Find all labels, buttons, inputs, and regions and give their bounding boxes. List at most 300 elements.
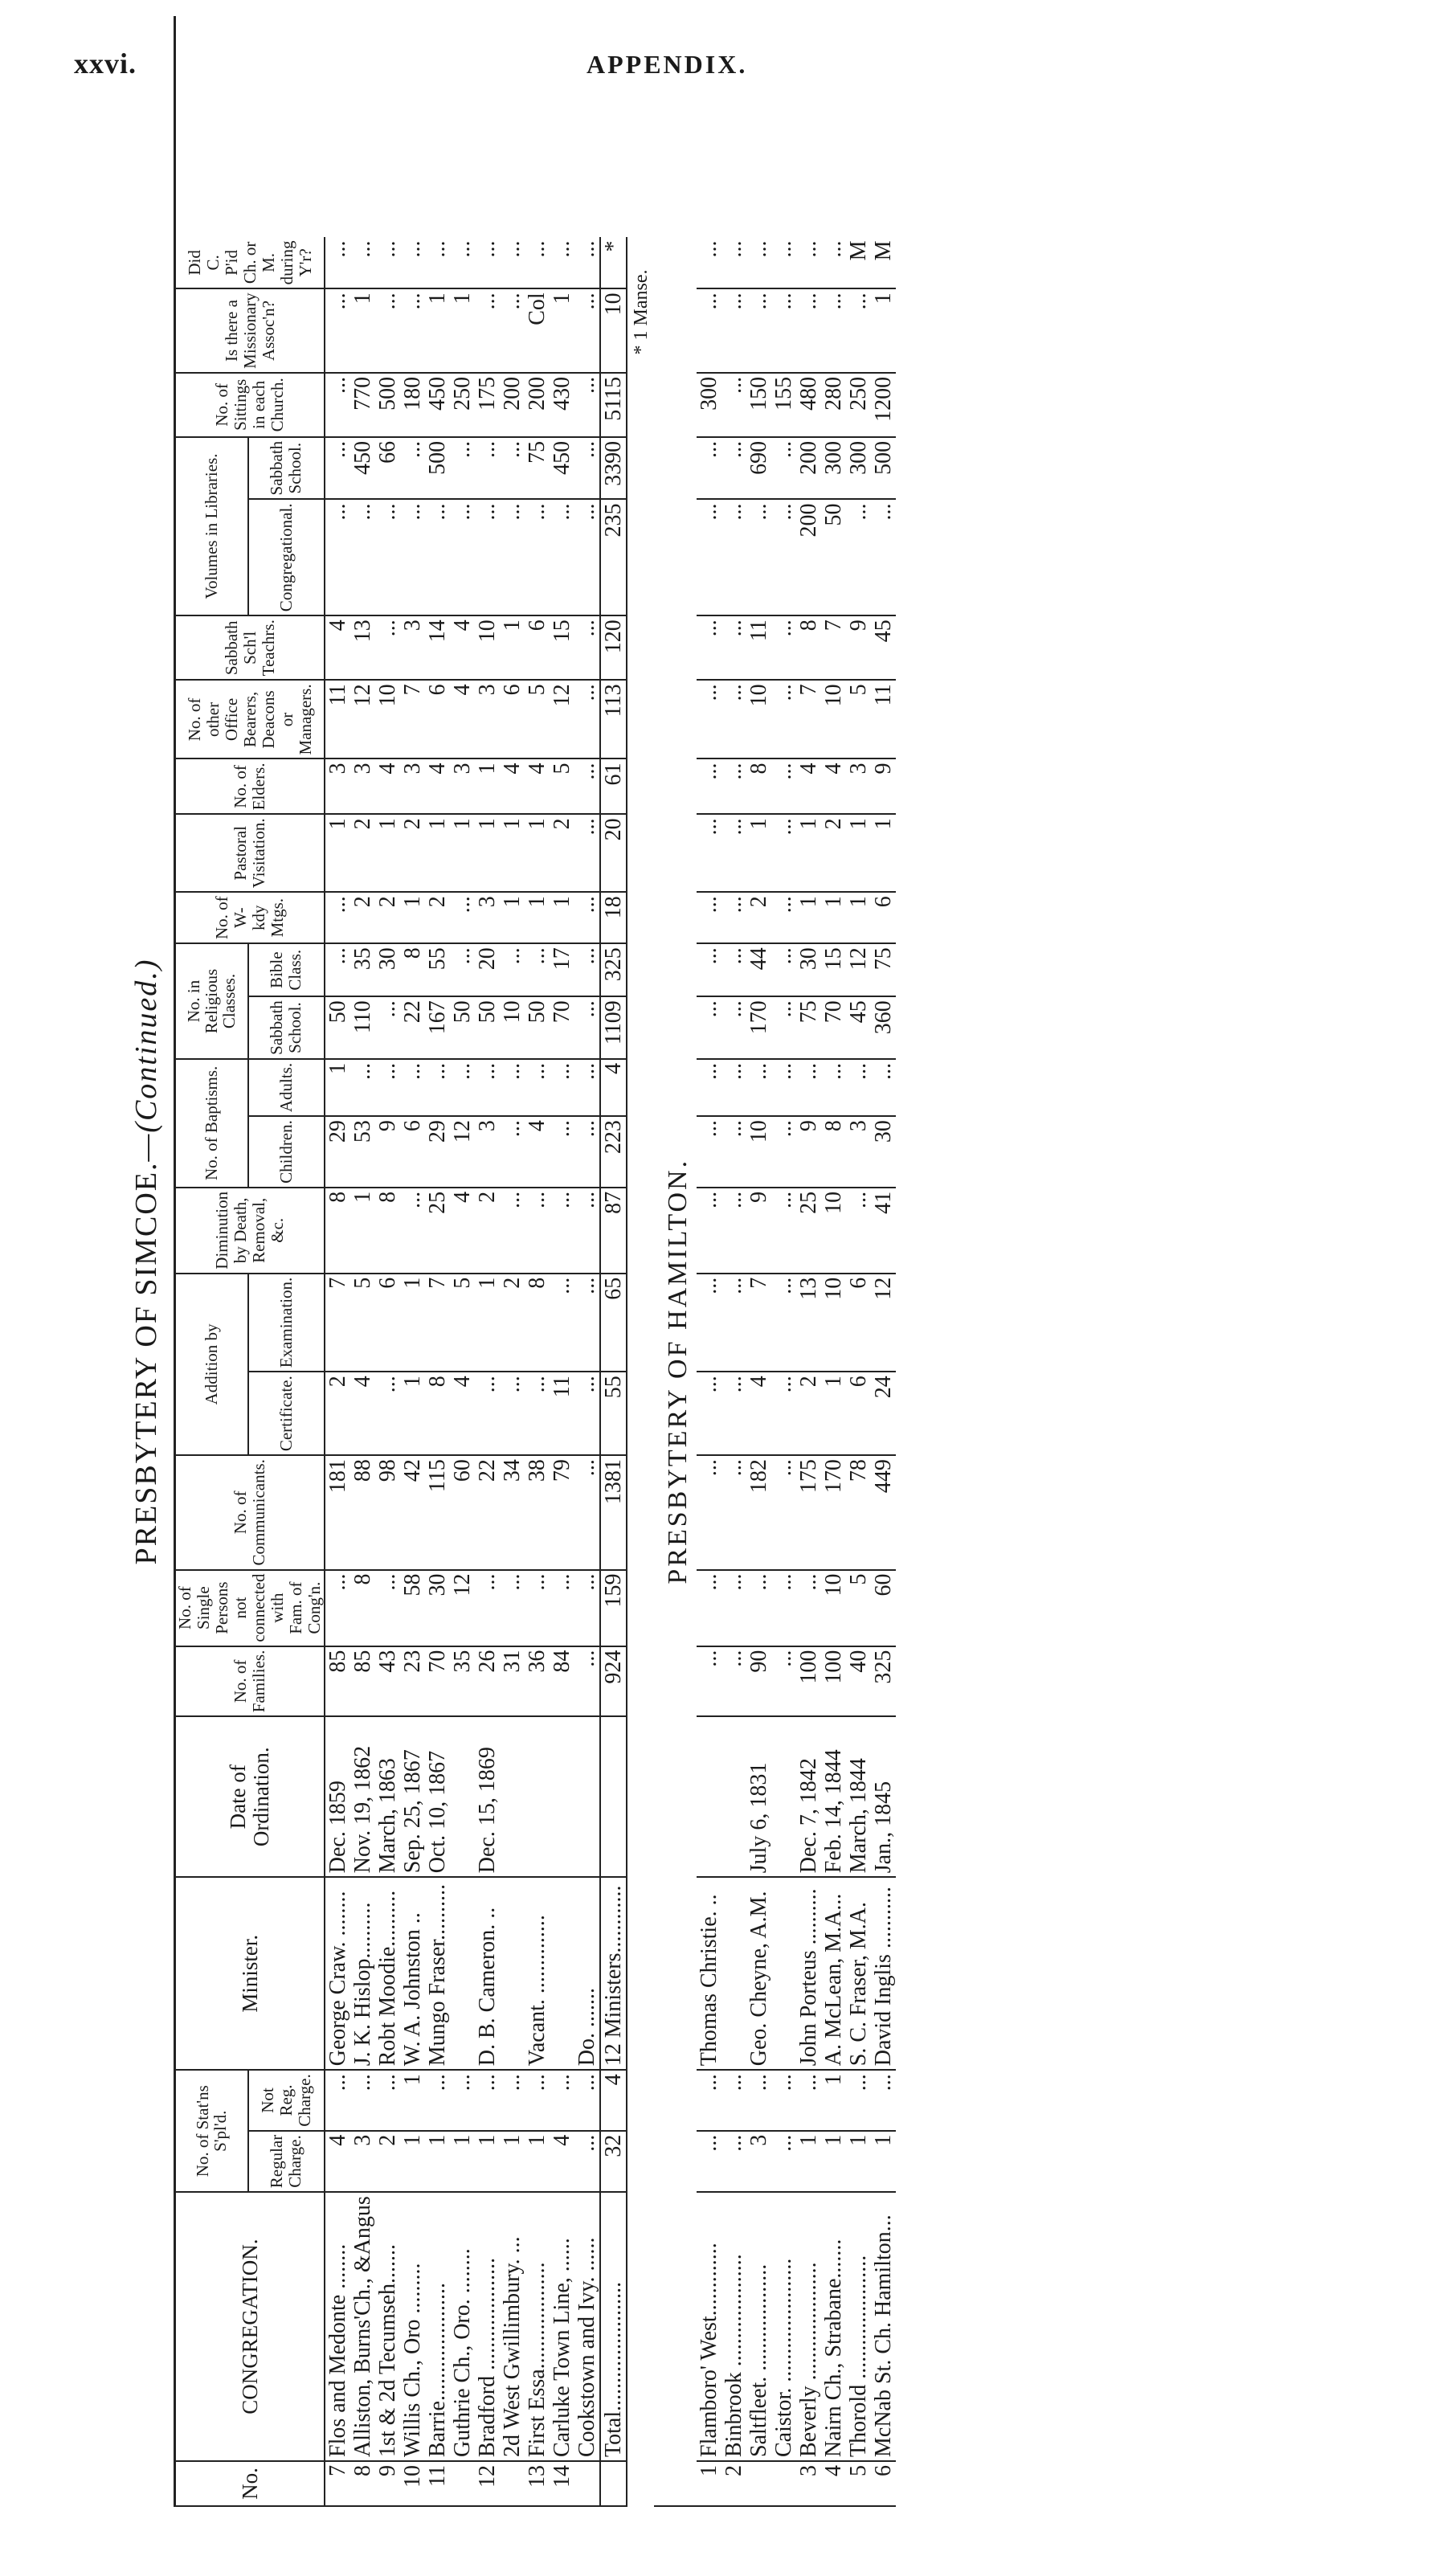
table-cell: 200 xyxy=(796,437,821,500)
table-cell: 30 xyxy=(375,943,400,996)
table-cell: 7 xyxy=(821,615,846,680)
table-cell: S. C. Fraser, M.A. xyxy=(846,1877,871,2070)
table-cell: Flamboro' West............. xyxy=(697,2192,721,2461)
table-cell: 8 xyxy=(425,1372,450,1455)
table-cell: 11 xyxy=(425,2461,450,2506)
table-cell: ... xyxy=(550,1188,574,1274)
table-cell: 1 xyxy=(821,892,846,943)
table-cell: Alliston, Burns'Ch., &Angus xyxy=(350,2192,375,2461)
table-cell xyxy=(697,1716,721,1877)
table-cell: 45 xyxy=(871,615,896,680)
table-cell: ... xyxy=(550,1059,574,1116)
table-cell xyxy=(500,1877,525,2070)
table-cell xyxy=(550,1716,574,1877)
table-cell: 1 xyxy=(871,814,896,892)
table-cell: ... xyxy=(697,1116,721,1188)
table-cell: 1 xyxy=(821,2070,846,2131)
table-cell: 50 xyxy=(325,996,350,1059)
table-cell: ... xyxy=(697,814,721,892)
table-cell xyxy=(721,1877,746,2070)
table-cell: 6 xyxy=(400,1116,425,1188)
group-addition: Addition by xyxy=(176,1274,248,1455)
table-cell: ... xyxy=(400,499,425,615)
table-cell: 25 xyxy=(796,1188,821,1274)
table-cell: ... xyxy=(697,2070,721,2131)
table-cell: 450 xyxy=(550,437,574,500)
total-cell: 10 xyxy=(600,288,627,373)
table-cell: 1 xyxy=(425,288,450,373)
table-cell: ... xyxy=(574,943,600,996)
table-cell: 1 xyxy=(425,2131,450,2192)
table-cell: 5 xyxy=(450,1274,475,1372)
table-cell: 6 xyxy=(871,892,896,943)
table-cell: 500 xyxy=(375,373,400,437)
table-cell: ... xyxy=(574,814,600,892)
table-cell: 175 xyxy=(796,1455,821,1569)
table-cell: 3 xyxy=(400,758,425,814)
table-cell: 1 xyxy=(796,814,821,892)
table-cell: 12 xyxy=(871,1274,896,1372)
table-cell: 3 xyxy=(846,758,871,814)
table-cell: ... xyxy=(500,499,525,615)
table-row xyxy=(697,237,721,2506)
table-cell: Binbrook .................... xyxy=(721,2192,746,2461)
table-cell: 8 xyxy=(821,1116,846,1188)
table-cell: ... xyxy=(721,237,746,288)
table-cell xyxy=(771,1877,796,2070)
table-cell: 2 xyxy=(796,1372,821,1455)
table-row xyxy=(771,237,796,2506)
table-cell: 500 xyxy=(425,437,450,500)
table-cell: ... xyxy=(450,2070,475,2131)
table-cell: Thomas Christie. .. xyxy=(697,1877,721,2070)
table-cell: 2 xyxy=(350,814,375,892)
table-cell: 10 xyxy=(821,1570,846,1646)
table-cell: ... xyxy=(574,1116,600,1188)
table-cell: ... xyxy=(574,758,600,814)
table-cell: ... xyxy=(574,237,600,288)
table-cell: ... xyxy=(721,1455,746,1569)
table-cell: ... xyxy=(350,2070,375,2131)
col-examination: Examination. xyxy=(248,1274,325,1372)
table-cell: 50 xyxy=(525,996,550,1059)
simcoe-title-text: PRESBYTERY OF SIMCOE. xyxy=(129,1161,163,1565)
table-cell: ... xyxy=(525,499,550,615)
table-cell: 1 xyxy=(450,2131,475,2192)
table-cell: ... xyxy=(525,1188,550,1274)
table-row xyxy=(400,237,425,2506)
table-cell: 12 xyxy=(475,2461,500,2506)
table-cell xyxy=(746,2461,771,2506)
table-cell: ... xyxy=(574,1059,600,1116)
table-cell: ... xyxy=(550,1274,574,1372)
table-cell: ... xyxy=(871,2070,896,2131)
table-cell: Robt Moodie.......... xyxy=(375,1877,400,2070)
table-cell: ... xyxy=(771,1274,796,1372)
total-cell xyxy=(600,1716,627,1877)
total-cell: 113 xyxy=(600,680,627,758)
table-cell: 35 xyxy=(450,1646,475,1717)
table-cell xyxy=(771,1716,796,1877)
table-cell: 1 xyxy=(796,892,821,943)
table-cell: ... xyxy=(325,437,350,500)
table-cell: ... xyxy=(697,1570,721,1646)
table-cell: ... xyxy=(796,1570,821,1646)
table-cell: ... xyxy=(425,1059,450,1116)
group-religious: No. in Religious Classes. xyxy=(176,943,248,1059)
table-cell: ... xyxy=(771,2070,796,2131)
table-cell: Jan., 1845 xyxy=(871,1716,896,1877)
table-cell: ... xyxy=(821,1059,846,1116)
table-cell: 40 xyxy=(846,1646,871,1717)
table-cell: ... xyxy=(721,615,746,680)
table-cell: 2 xyxy=(400,814,425,892)
table-cell: D. B. Cameron. .. xyxy=(475,1877,500,2070)
table-cell: ... xyxy=(500,1059,525,1116)
table-cell: ... xyxy=(574,1274,600,1372)
table-cell: 66 xyxy=(375,437,400,500)
table-cell: ... xyxy=(450,437,475,500)
table-cell: 4 xyxy=(796,758,821,814)
col-elders: No. of Elders. xyxy=(176,758,325,814)
table-cell: 5 xyxy=(846,2461,871,2506)
total-cell xyxy=(600,2461,627,2506)
table-cell: ... xyxy=(721,373,746,437)
table-cell: 150 xyxy=(746,373,771,437)
table-cell: 1 xyxy=(475,1274,500,1372)
table-cell: ... xyxy=(721,1116,746,1188)
table-cell: ... xyxy=(846,2070,871,2131)
table-cell: 34 xyxy=(500,1455,525,1569)
table-cell: 8 xyxy=(796,615,821,680)
hamilton-rows xyxy=(697,237,896,2506)
table-cell: 7 xyxy=(796,680,821,758)
table-cell: ... xyxy=(500,943,525,996)
table-cell: Flos and Medonte ........ xyxy=(325,2192,350,2461)
table-row xyxy=(721,237,746,2506)
col-sittings: No. of Sittings in each Church. xyxy=(176,373,325,437)
table-row xyxy=(871,237,896,2506)
table-cell: 12 xyxy=(450,1570,475,1646)
table-cell: ... xyxy=(771,1455,796,1569)
table-cell: 8 xyxy=(325,1188,350,1274)
table-cell xyxy=(771,2461,796,2506)
table-cell: ... xyxy=(375,1059,400,1116)
table-cell: 22 xyxy=(400,996,425,1059)
table-cell: 22 xyxy=(475,1455,500,1569)
table-cell: 11 xyxy=(871,680,896,758)
table-cell: 13 xyxy=(350,615,375,680)
table-cell: 4 xyxy=(450,615,475,680)
table-cell: ... xyxy=(325,2070,350,2131)
table-cell: ... xyxy=(697,680,721,758)
table-cell: ... xyxy=(450,943,475,996)
table-cell: ... xyxy=(375,2070,400,2131)
table-cell: ... xyxy=(325,943,350,996)
table-cell: 42 xyxy=(400,1455,425,1569)
table-cell: 1 xyxy=(475,758,500,814)
table-cell: Oct. 10, 1867 xyxy=(425,1716,450,1877)
table-cell: 75 xyxy=(871,943,896,996)
table-cell: ... xyxy=(871,499,896,615)
table-cell: First Essa................... xyxy=(525,2192,550,2461)
group-baptisms: No. of Baptisms. xyxy=(176,1059,248,1188)
table-cell: Nov. 19, 1862 xyxy=(350,1716,375,1877)
table-cell: ... xyxy=(475,1372,500,1455)
table-cell: ... xyxy=(450,1059,475,1116)
table-cell: 50 xyxy=(475,996,500,1059)
table-cell: 30 xyxy=(871,1116,896,1188)
table-cell: 50 xyxy=(821,499,846,615)
table-cell: ... xyxy=(525,1372,550,1455)
table-cell: Thorold ...................... xyxy=(846,2192,871,2461)
table-cell: 9 xyxy=(375,2461,400,2506)
table-cell: ... xyxy=(500,2070,525,2131)
table-cell: ... xyxy=(721,1059,746,1116)
page-number: xxvi. xyxy=(74,47,137,80)
table-cell: 6 xyxy=(375,1274,400,1372)
table-cell: ... xyxy=(550,2070,574,2131)
table-cell: ... xyxy=(697,892,721,943)
table-cell: 5 xyxy=(550,758,574,814)
table-cell xyxy=(500,1716,525,1877)
table-cell: ... xyxy=(746,288,771,373)
table-cell: ... xyxy=(746,1059,771,1116)
table-cell: ... xyxy=(771,1646,796,1717)
table-cell: 9 xyxy=(796,1116,821,1188)
table-cell: Vacant. .............. xyxy=(525,1877,550,2070)
table-row xyxy=(796,237,821,2506)
table-cell: Feb. 14, 1844 xyxy=(821,1716,846,1877)
table-cell: Guthrie Ch., Oro. ........ xyxy=(450,2192,475,2461)
table-cell: 10 xyxy=(821,1274,846,1372)
table-cell: ... xyxy=(796,237,821,288)
table-cell: Caistor. ...................... xyxy=(771,2192,796,2461)
table-cell: ... xyxy=(574,892,600,943)
table-cell: 1 xyxy=(500,615,525,680)
table-cell: 12 xyxy=(550,680,574,758)
table-cell: ... xyxy=(574,373,600,437)
table-cell: ... xyxy=(721,499,746,615)
table-cell: ... xyxy=(771,237,796,288)
table-cell: ... xyxy=(697,996,721,1059)
table-cell: ... xyxy=(475,499,500,615)
table-cell: 2 xyxy=(375,2131,400,2192)
table-cell: 4 xyxy=(325,615,350,680)
col-certificate: Certificate. xyxy=(248,1372,325,1455)
col-teachers: Sabbath Sch'l Teachrs. xyxy=(176,615,325,680)
table-cell: 2 xyxy=(721,2461,746,2506)
table-cell: 14 xyxy=(425,615,450,680)
table-cell: 1 xyxy=(350,288,375,373)
total-cell: 325 xyxy=(600,943,627,996)
table-cell: March, 1863 xyxy=(375,1716,400,1877)
table-cell: 12 xyxy=(350,680,375,758)
table-cell: Dec. 15, 1869 xyxy=(475,1716,500,1877)
table-cell: ... xyxy=(574,615,600,680)
total-cell: 65 xyxy=(600,1274,627,1372)
table-cell: 1 xyxy=(525,2131,550,2192)
table-cell: 10 xyxy=(400,2461,425,2506)
table-cell: ... xyxy=(450,237,475,288)
table-cell: 480 xyxy=(796,373,821,437)
table-cell: ... xyxy=(697,499,721,615)
table-cell: 1 xyxy=(325,814,350,892)
table-cell: 8 xyxy=(746,758,771,814)
table-cell: 10 xyxy=(475,615,500,680)
table-cell: ... xyxy=(771,680,796,758)
total-row xyxy=(600,237,627,2506)
table-cell: ... xyxy=(846,1059,871,1116)
table-cell: 300 xyxy=(697,373,721,437)
table-cell: ... xyxy=(771,615,796,680)
table-cell: 4 xyxy=(375,758,400,814)
table-cell: Bradford .................... xyxy=(475,2192,500,2461)
table-cell: ... xyxy=(425,237,450,288)
table-cell: 1 xyxy=(500,814,525,892)
table-cell: ... xyxy=(475,237,500,288)
table-cell: 155 xyxy=(771,373,796,437)
table-cell: 1 xyxy=(400,1372,425,1455)
table-cell: ... xyxy=(400,1059,425,1116)
table-cell: 9 xyxy=(846,615,871,680)
total-cell: 3390 xyxy=(600,437,627,500)
table-cell: ... xyxy=(550,1116,574,1188)
table-cell: 10 xyxy=(375,680,400,758)
table-cell: ... xyxy=(771,2131,796,2192)
table-cell: 690 xyxy=(746,437,771,500)
table-cell: ... xyxy=(771,1188,796,1274)
table-cell: ... xyxy=(821,237,846,288)
table-cell: 10 xyxy=(746,1116,771,1188)
table-cell: 3 xyxy=(400,615,425,680)
table-cell: ... xyxy=(375,996,400,1059)
table-cell: 25 xyxy=(425,1188,450,1274)
table-cell: 9 xyxy=(375,1116,400,1188)
table-row xyxy=(375,237,400,2506)
table-cell: 170 xyxy=(821,1455,846,1569)
table-cell: ... xyxy=(697,237,721,288)
total-cell: 1381 xyxy=(600,1455,627,1569)
table-cell: 4 xyxy=(425,758,450,814)
table-cell: ... xyxy=(721,1570,746,1646)
total-cell: 18 xyxy=(600,892,627,943)
table-cell: 79 xyxy=(550,1455,574,1569)
table-cell: Willis Ch., Oro ......... xyxy=(400,2192,425,2461)
table-cell: ... xyxy=(400,1188,425,1274)
table-cell: 1 xyxy=(500,892,525,943)
table-cell: 300 xyxy=(846,437,871,500)
table-cell: 11 xyxy=(325,680,350,758)
table-cell: ... xyxy=(550,1570,574,1646)
table-cell: 24 xyxy=(871,1372,896,1455)
total-cell: 5115 xyxy=(600,373,627,437)
table-cell: ... xyxy=(574,1570,600,1646)
table-cell: ... xyxy=(771,892,796,943)
table-cell: 360 xyxy=(871,996,896,1059)
table-cell: ... xyxy=(475,2070,500,2131)
total-cell: 55 xyxy=(600,1372,627,1455)
table-cell: 1 xyxy=(450,288,475,373)
table-cell: 1 xyxy=(871,288,896,373)
table-cell: 115 xyxy=(425,1455,450,1569)
col-single-persons: No. of Single Persons not connected with Fam. of Cong'n. xyxy=(176,1570,325,1646)
table-cell: ... xyxy=(821,288,846,373)
table-cell: 85 xyxy=(350,1646,375,1717)
table-cell: ... xyxy=(325,237,350,288)
table-cell: ... xyxy=(500,288,525,373)
col-children: Children. xyxy=(248,1116,325,1188)
table-cell: John Porteus .......... xyxy=(796,1877,821,2070)
col-adults: Adults. xyxy=(248,1059,325,1116)
table-cell: 26 xyxy=(475,1646,500,1717)
hamilton-title: PRESBYTERY OF HAMILTON. xyxy=(654,237,697,2506)
table-cell: 280 xyxy=(821,373,846,437)
table-cell: 1 xyxy=(325,1059,350,1116)
table-cell: ... xyxy=(325,288,350,373)
table-cell: Saltfleet. ................... xyxy=(746,2192,771,2461)
table-cell xyxy=(450,1716,475,1877)
table-cell: ... xyxy=(746,237,771,288)
table-cell: 36 xyxy=(525,1646,550,1717)
hamilton-section xyxy=(654,237,697,2506)
table-cell: 7 xyxy=(325,1274,350,1372)
table-cell: 41 xyxy=(871,1188,896,1274)
table-cell: ... xyxy=(846,499,871,615)
table-cell: ... xyxy=(796,2070,821,2131)
table-cell: ... xyxy=(771,1570,796,1646)
table-cell: 2 xyxy=(500,1274,525,1372)
table-cell: 29 xyxy=(425,1116,450,1188)
table-cell: 167 xyxy=(425,996,450,1059)
table-cell: ... xyxy=(525,943,550,996)
table-cell: 1 xyxy=(550,892,574,943)
table-cell: 4 xyxy=(500,758,525,814)
table-cell: W. A. Johnston .. xyxy=(400,1877,425,2070)
rotated-table-region xyxy=(121,16,1430,2507)
table-cell: ... xyxy=(697,615,721,680)
table-cell: ... xyxy=(721,437,746,500)
table-cell: 3 xyxy=(350,2131,375,2192)
table-cell: 31 xyxy=(500,1646,525,1717)
table-cell: 1 xyxy=(400,2131,425,2192)
statistics-table xyxy=(176,237,896,2507)
table-cell: 8 xyxy=(525,1274,550,1372)
table-cell: ... xyxy=(450,499,475,615)
table-cell: 1 xyxy=(525,892,550,943)
table-cell: ... xyxy=(525,1059,550,1116)
table-row xyxy=(574,237,600,2506)
table-cell: ... xyxy=(697,1455,721,1569)
table-cell: David Inglis ........... xyxy=(871,1877,896,2070)
table-cell: 180 xyxy=(400,373,425,437)
table-cell: ... xyxy=(375,1570,400,1646)
table-cell: ... xyxy=(796,1059,821,1116)
table-cell: 1 xyxy=(500,2131,525,2192)
col-sabbath-school-volumes: Sabbath School. xyxy=(248,437,325,500)
col-bible-class: Bible Class. xyxy=(248,943,325,996)
table-cell: 9 xyxy=(746,1188,771,1274)
table-cell: 2d West Gwillimbury. ... xyxy=(500,2192,525,2461)
table-cell: 300 xyxy=(821,437,846,500)
table-cell: 3 xyxy=(450,758,475,814)
table-cell: 6 xyxy=(846,1372,871,1455)
table-cell: 4 xyxy=(325,2131,350,2192)
table-cell: Col xyxy=(525,288,550,373)
table-cell: 85 xyxy=(325,1646,350,1717)
table-cell: 7 xyxy=(325,2461,350,2506)
table-cell: ... xyxy=(746,1570,771,1646)
